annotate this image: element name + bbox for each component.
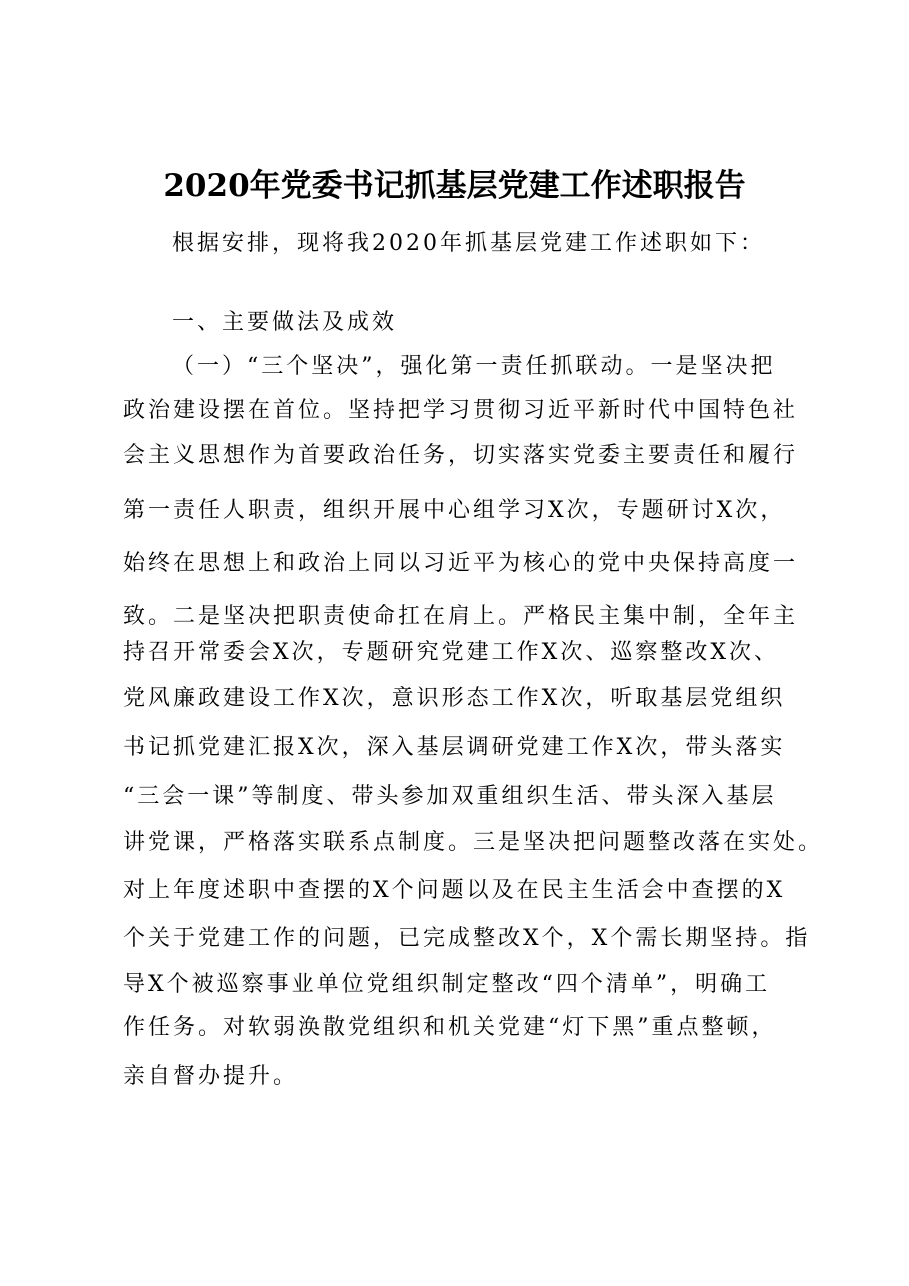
paragraph-line: 政治建设摆在首位。坚持把学习贯彻习近平新时代中国特色社: [123, 398, 799, 423]
document-title: 2020年党委书记抓基层党建工作述职报告: [163, 168, 746, 204]
paragraph-line: 党风廉政建设工作X次，意识形态工作X次，听取基层党组织: [123, 686, 786, 711]
paragraph-line: （一）“三个坚决”，强化第一责任抓联动。一是坚决把: [172, 354, 776, 379]
paragraph-line: “三会一课”等制度、带头参加双重组织生活、带头深入基层: [123, 784, 777, 809]
paragraph-line: 第一责任人职责，组织开展中心组学习X次，专题研讨X次，: [123, 498, 786, 523]
intro-line: 根据安排，现将我2020年抓基层党建工作述职如下：: [172, 231, 765, 256]
paragraph-line: 书记抓党建汇报X次，深入基层调研党建工作X次，带头落实: [123, 735, 786, 760]
paragraph-line: 导X个被巡察事业单位党组织制定整改“四个清单”，明确工: [123, 972, 771, 997]
paragraph-line: 会主义思想作为首要政治任务，切实落实党委主要责任和履行: [123, 443, 799, 468]
paragraph-line: 亲自督办提升。: [123, 1064, 299, 1089]
paragraph-line: 作任务。对软弱涣散党组织和机关党建“灯下黑”重点整顿，: [123, 1015, 777, 1040]
paragraph-line: 始终在思想上和政治上同以习近平为核心的党中央保持高度一: [123, 551, 799, 576]
paragraph-line: 持召开常委会X次，专题研究党建工作X次、巡察整改X次、: [123, 640, 779, 665]
paragraph-line: 讲党课，严格落实联系点制度。三是坚决把问题整改落在实处。: [123, 830, 824, 855]
paragraph-line: 对上年度述职中查摆的X个问题以及在民主生活会中查摆的X: [123, 878, 786, 903]
paragraph-line: 个关于党建工作的问题，已完成整改X个，X个需长期坚持。指: [123, 926, 811, 951]
section-heading: 一、主要做法及成效: [172, 310, 398, 335]
paragraph-line: 致。二是坚决把职责使命扛在肩上。严格民主集中制，全年主: [123, 604, 799, 629]
